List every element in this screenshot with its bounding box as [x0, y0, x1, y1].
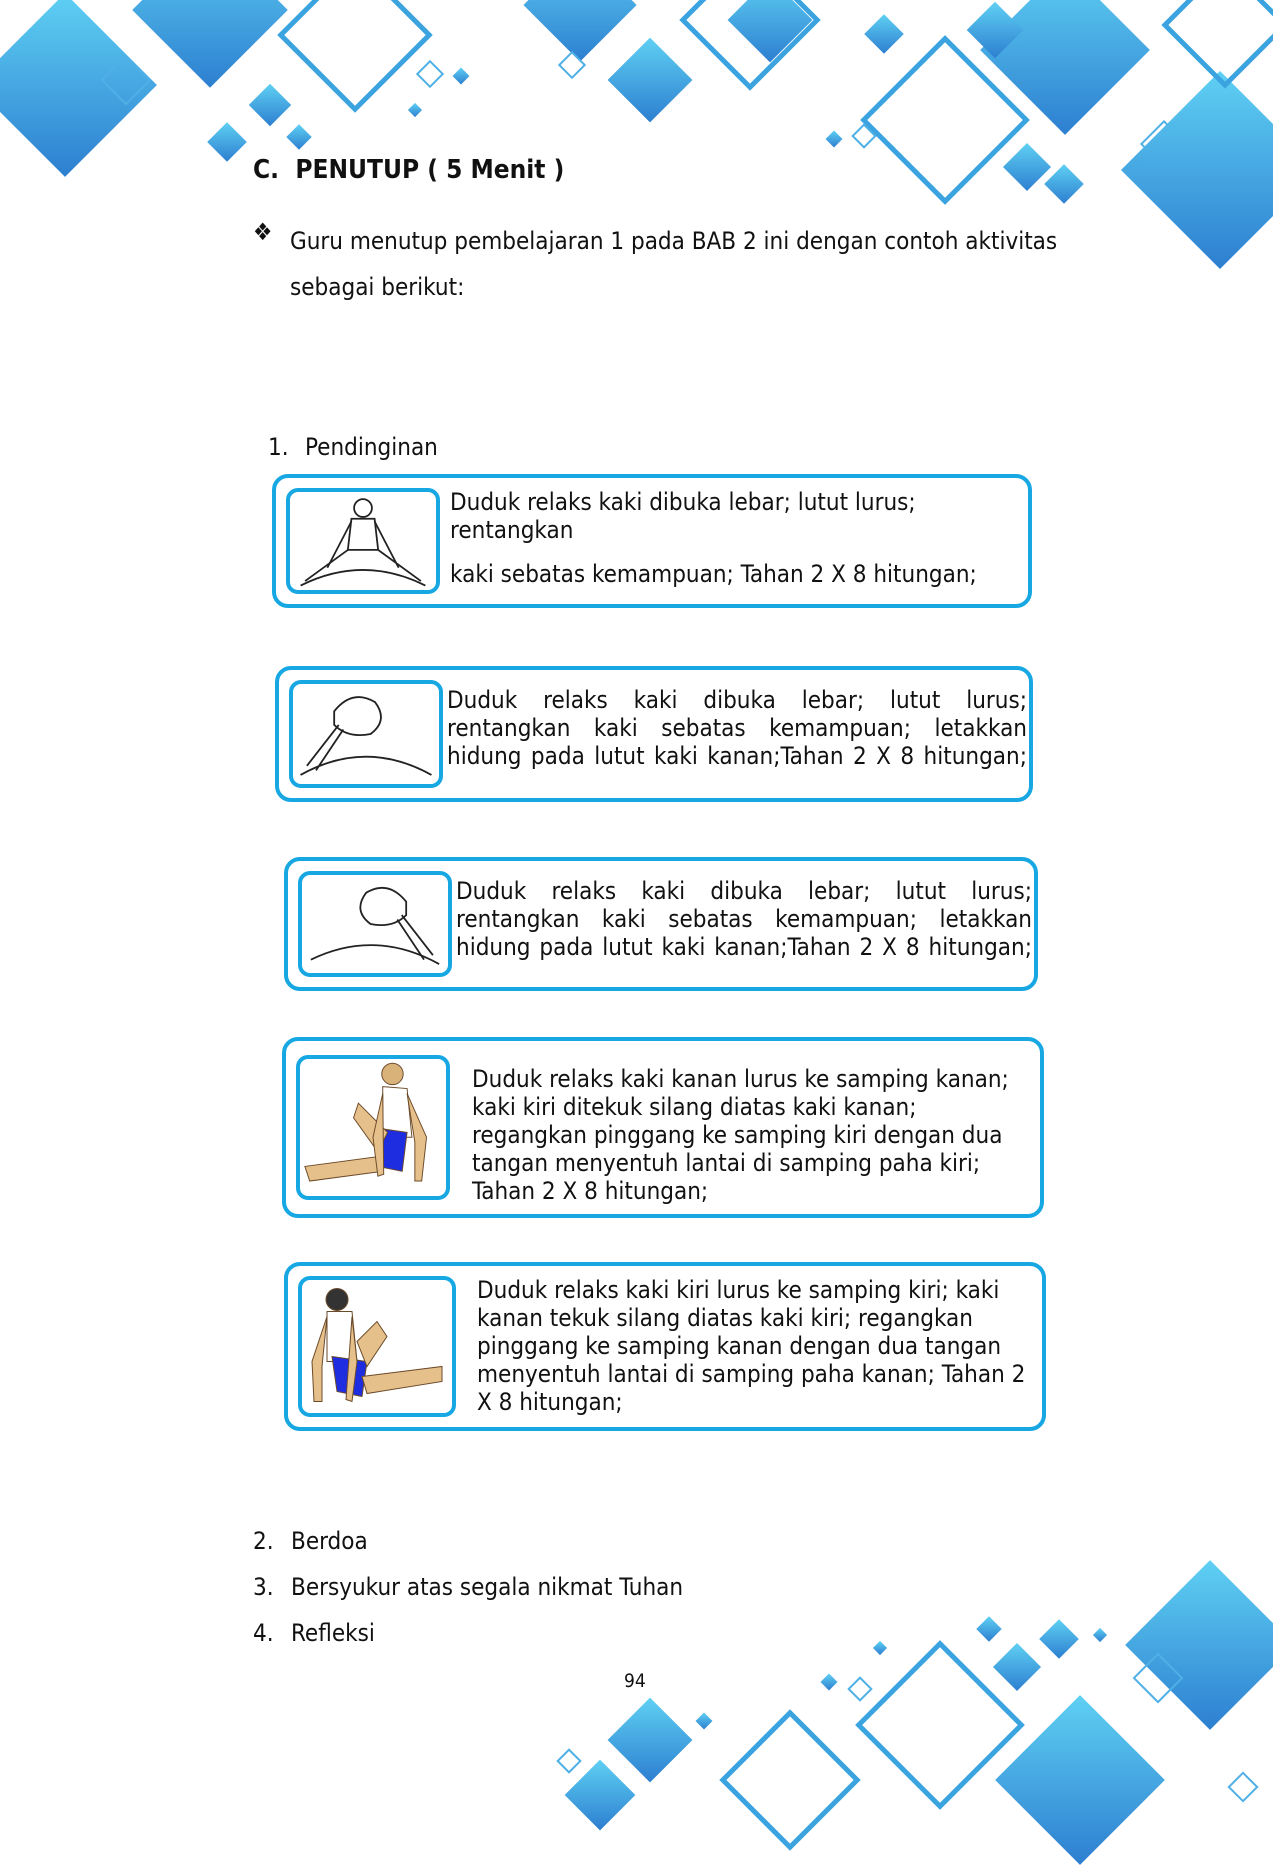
list-number: 4.: [253, 1619, 274, 1647]
seated-straddle-lean-right-illustration: [298, 871, 452, 977]
section-heading: C. PENUTUP ( 5 Menit ): [253, 155, 565, 185]
seated-straddle-upright-illustration: [286, 488, 440, 594]
list-label: Bersyukur atas segala nikmat Tuhan: [291, 1573, 684, 1601]
card-text: Duduk relaks kaki kanan lurus ke samping kanan; kaki kiri ditekuk silang diatas kaki kanan; regangkan pinggang ke samping kiri dengan dua tangan menyentuh lantai di samping paha kiri; Tahan 2 X 8 hitungan;: [472, 1065, 1009, 1205]
card-text: Duduk relaks kaki dibuka lebar; lutut lurus; rentangkan kaki sebatas kemampuan; letakkan hidung pada lutut kaki kanan;Tahan 2 X 8 hitungan;: [447, 686, 1027, 770]
list-number: 2.: [253, 1527, 274, 1555]
intro-text: Guru menutup pembelajaran 1 pada BAB 2 ini dengan contoh aktivitas sebagai berikut:: [290, 227, 1058, 301]
list-number: 3.: [253, 1573, 274, 1601]
list-item: [253, 1573, 683, 1601]
list-label: Pendinginan: [305, 433, 438, 461]
list-item: [253, 1619, 375, 1647]
list-label: Berdoa: [291, 1527, 368, 1555]
list-number: 1.: [268, 433, 289, 461]
card-text-line2: kaki sebatas kemampuan; Tahan 2 X 8 hitungan;: [450, 560, 977, 588]
seated-twist-left-illustration: [296, 1055, 450, 1200]
exercise-card: [282, 1037, 1044, 1218]
exercise-card: [275, 666, 1033, 802]
card-text: Duduk relaks kaki kiri lurus ke samping kiri; kaki kanan tekuk silang diatas kaki kiri; regangkan pinggang ke samping kanan dengan dua tangan menyentuh lantai di samping paha kanan; Tahan 2 X 8 hitungan;: [477, 1276, 1026, 1416]
exercise-card: [272, 474, 1032, 608]
page-number: 94: [624, 1670, 646, 1692]
diamond-bullet-icon: ❖: [253, 218, 273, 246]
seated-twist-right-illustration: [298, 1276, 456, 1417]
list-label: Refleksi: [291, 1619, 375, 1647]
card-text: Duduk relaks kaki dibuka lebar; lutut lurus; rentangkan kaki sebatas kemampuan; letakkan hidung pada lutut kaki kanan;Tahan 2 X 8 hitungan;: [456, 877, 1032, 961]
seated-straddle-lean-left-illustration: [289, 680, 443, 788]
exercise-card: [284, 857, 1038, 991]
card-text-line1: Duduk relaks kaki dibuka lebar; lutut lurus; rentangkan: [450, 488, 916, 544]
list-item: [253, 1527, 368, 1555]
list-item-pendinginan: [268, 433, 438, 461]
exercise-card: [284, 1262, 1046, 1431]
